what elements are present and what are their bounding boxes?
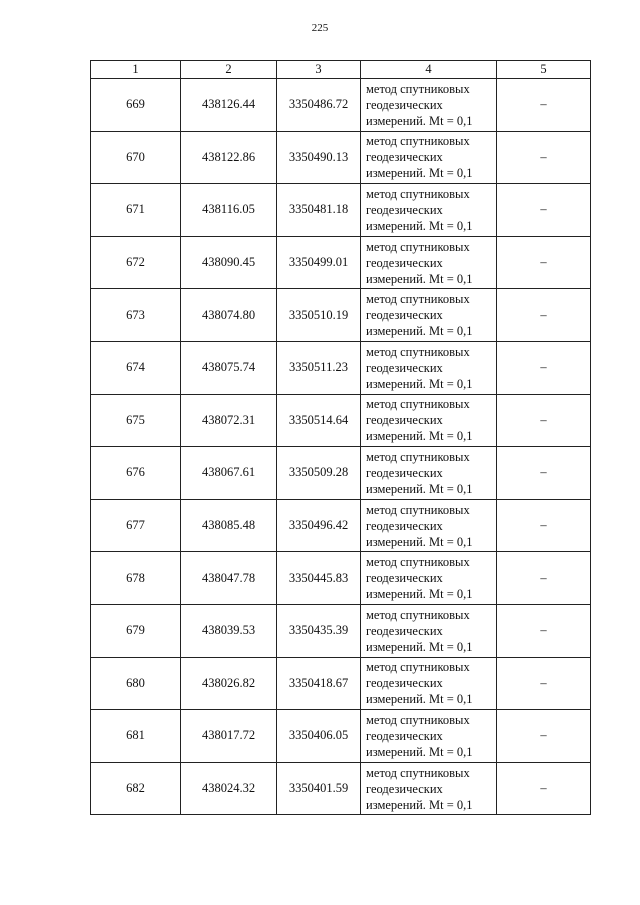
x-coordinate-cell: 438126.44 (181, 79, 277, 132)
table-row (91, 236, 591, 289)
note-cell: – (497, 657, 591, 710)
method-cell (361, 289, 497, 342)
method-line: измерений. Mt = 0,1 (366, 587, 473, 602)
method-line: метод спутниковых (366, 344, 470, 359)
method-line: измерений. Mt = 0,1 (366, 218, 473, 233)
note-cell: – (497, 710, 591, 763)
method-line: измерений. Mt = 0,1 (366, 166, 473, 181)
method-line: метод спутниковых (366, 712, 470, 727)
table-row (91, 79, 591, 132)
method-line: измерений. Mt = 0,1 (366, 797, 473, 812)
note-cell: – (497, 131, 591, 184)
table-row (91, 499, 591, 552)
header-row (91, 61, 591, 79)
point-number-cell: 671 (91, 184, 181, 237)
y-coordinate-cell: 3350499.01 (277, 236, 361, 289)
y-coordinate-cell: 3350418.67 (277, 657, 361, 710)
method-line: геодезических (366, 571, 443, 586)
note-cell: – (497, 79, 591, 132)
point-number-cell: 680 (91, 657, 181, 710)
method-cell (361, 499, 497, 552)
point-number-cell: 670 (91, 131, 181, 184)
table-row (91, 131, 591, 184)
column-header-2: 2 (181, 61, 277, 79)
method-line: измерений. Mt = 0,1 (366, 692, 473, 707)
table-row (91, 762, 591, 815)
point-number-cell: 674 (91, 341, 181, 394)
point-number-cell: 669 (91, 79, 181, 132)
method-line: геодезических (366, 150, 443, 165)
note-cell: – (497, 447, 591, 500)
method-cell (361, 447, 497, 500)
y-coordinate-cell: 3350406.05 (277, 710, 361, 763)
point-number-cell: 675 (91, 394, 181, 447)
x-coordinate-cell: 438024.32 (181, 762, 277, 815)
method-line: метод спутниковых (366, 765, 470, 780)
method-line: метод спутниковых (366, 292, 470, 307)
note-cell: – (497, 762, 591, 815)
note-cell: – (497, 236, 591, 289)
coordinates-table (90, 60, 591, 815)
table-row (91, 657, 591, 710)
method-cell (361, 552, 497, 605)
method-line: измерений. Mt = 0,1 (366, 324, 473, 339)
method-line: метод спутниковых (366, 555, 470, 570)
table-row (91, 447, 591, 500)
y-coordinate-cell: 3350496.42 (277, 499, 361, 552)
x-coordinate-cell: 438072.31 (181, 394, 277, 447)
y-coordinate-cell: 3350509.28 (277, 447, 361, 500)
point-number-cell: 682 (91, 762, 181, 815)
y-coordinate-cell: 3350486.72 (277, 79, 361, 132)
column-header-4: 4 (361, 61, 497, 79)
table-row (91, 184, 591, 237)
method-line: геодезических (366, 518, 443, 533)
method-cell (361, 79, 497, 132)
method-cell (361, 762, 497, 815)
method-line: метод спутниковых (366, 660, 470, 675)
method-cell (361, 184, 497, 237)
method-line: измерений. Mt = 0,1 (366, 376, 473, 391)
method-cell (361, 236, 497, 289)
y-coordinate-cell: 3350481.18 (277, 184, 361, 237)
table-row (91, 341, 591, 394)
x-coordinate-cell: 438085.48 (181, 499, 277, 552)
method-cell (361, 341, 497, 394)
method-line: метод спутниковых (366, 607, 470, 622)
point-number-cell: 679 (91, 604, 181, 657)
method-line: метод спутниковых (366, 134, 470, 149)
x-coordinate-cell: 438067.61 (181, 447, 277, 500)
method-line: геодезических (366, 255, 443, 270)
x-coordinate-cell: 438116.05 (181, 184, 277, 237)
point-number-cell: 676 (91, 447, 181, 500)
x-coordinate-cell: 438075.74 (181, 341, 277, 394)
method-line: геодезических (366, 623, 443, 638)
y-coordinate-cell: 3350435.39 (277, 604, 361, 657)
x-coordinate-cell: 438122.86 (181, 131, 277, 184)
method-line: геодезических (366, 465, 443, 480)
method-cell (361, 131, 497, 184)
method-line: измерений. Mt = 0,1 (366, 639, 473, 654)
method-line: метод спутниковых (366, 186, 470, 201)
table-body (91, 79, 591, 815)
point-number-cell: 677 (91, 499, 181, 552)
y-coordinate-cell: 3350514.64 (277, 394, 361, 447)
note-cell: – (497, 289, 591, 342)
method-line: метод спутниковых (366, 449, 470, 464)
column-header-3: 3 (277, 61, 361, 79)
x-coordinate-cell: 438026.82 (181, 657, 277, 710)
y-coordinate-cell: 3350510.19 (277, 289, 361, 342)
x-coordinate-cell: 438074.80 (181, 289, 277, 342)
table-header (91, 61, 591, 79)
note-cell: – (497, 184, 591, 237)
method-line: измерений. Mt = 0,1 (366, 113, 473, 128)
x-coordinate-cell: 438090.45 (181, 236, 277, 289)
method-line: метод спутниковых (366, 239, 470, 254)
point-number-cell: 681 (91, 710, 181, 763)
point-number-cell: 672 (91, 236, 181, 289)
method-line: метод спутниковых (366, 397, 470, 412)
x-coordinate-cell: 438039.53 (181, 604, 277, 657)
column-header-5: 5 (497, 61, 591, 79)
table-row (91, 552, 591, 605)
y-coordinate-cell: 3350511.23 (277, 341, 361, 394)
method-line: геодезических (366, 676, 443, 691)
note-cell: – (497, 499, 591, 552)
method-line: геодезических (366, 728, 443, 743)
note-cell: – (497, 394, 591, 447)
table-row (91, 710, 591, 763)
method-line: геодезических (366, 202, 443, 217)
point-number-cell: 678 (91, 552, 181, 605)
method-line: измерений. Mt = 0,1 (366, 744, 473, 759)
method-line: геодезических (366, 413, 443, 428)
method-line: геодезических (366, 97, 443, 112)
method-line: геодезических (366, 308, 443, 323)
table-row (91, 604, 591, 657)
x-coordinate-cell: 438017.72 (181, 710, 277, 763)
page-number: 225 (311, 22, 329, 34)
method-line: измерений. Mt = 0,1 (366, 429, 473, 444)
table-row (91, 289, 591, 342)
method-line: геодезических (366, 781, 443, 796)
method-line: измерений. Mt = 0,1 (366, 481, 473, 496)
y-coordinate-cell: 3350401.59 (277, 762, 361, 815)
method-line: метод спутниковых (366, 502, 470, 517)
method-line: геодезических (366, 360, 443, 375)
note-cell: – (497, 604, 591, 657)
method-line: измерений. Mt = 0,1 (366, 271, 473, 286)
method-cell (361, 710, 497, 763)
method-cell (361, 604, 497, 657)
y-coordinate-cell: 3350445.83 (277, 552, 361, 605)
table-row (91, 394, 591, 447)
method-cell (361, 657, 497, 710)
note-cell: – (497, 341, 591, 394)
method-cell (361, 394, 497, 447)
note-cell: – (497, 552, 591, 605)
y-coordinate-cell: 3350490.13 (277, 131, 361, 184)
method-line: измерений. Mt = 0,1 (366, 534, 473, 549)
point-number-cell: 673 (91, 289, 181, 342)
method-line: метод спутниковых (366, 81, 470, 96)
x-coordinate-cell: 438047.78 (181, 552, 277, 605)
column-header-1: 1 (91, 61, 181, 79)
